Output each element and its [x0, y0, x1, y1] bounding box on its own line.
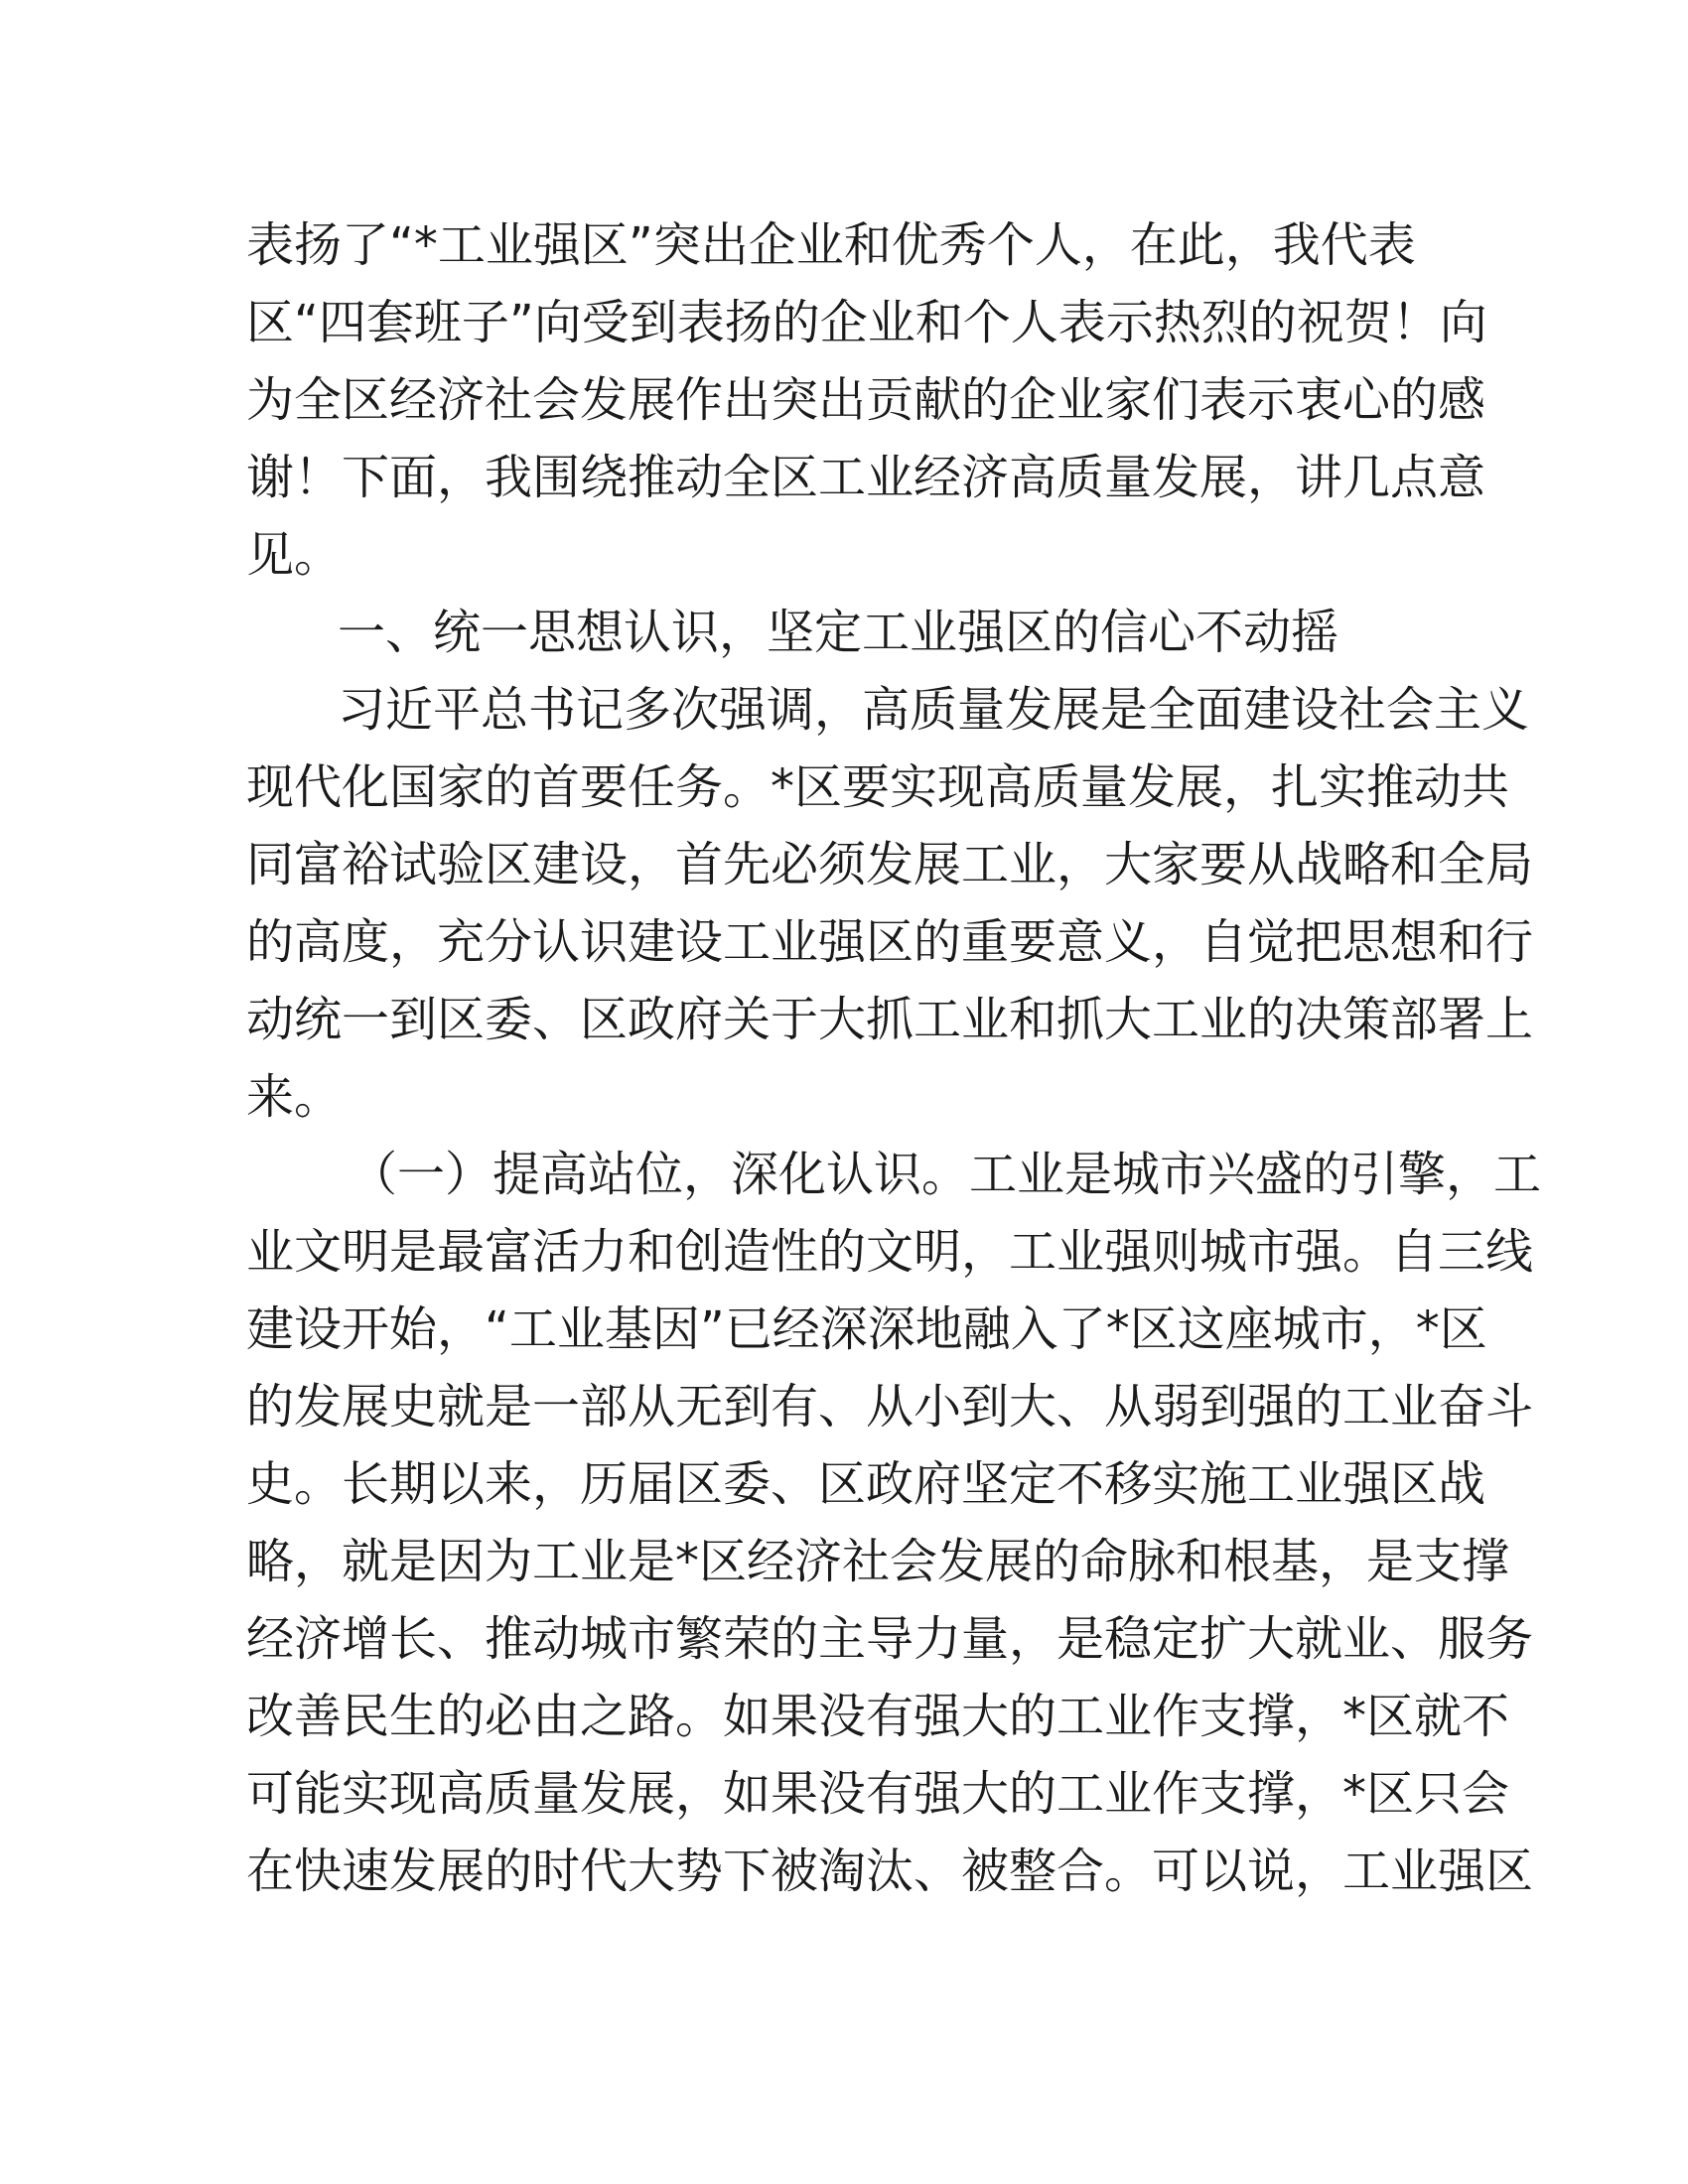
text-line: 来。 — [246, 1069, 343, 1125]
text-line: 习近平总书记多次强调，高质量发展是全面建设社会主义 — [338, 682, 1530, 738]
document-body — [246, 206, 1542, 1910]
section-heading — [246, 594, 1448, 671]
text-line: 动统一到区委、区政府关于大抓工业和抓大工业的决策部署上 — [246, 992, 1534, 1047]
text-line: 谢！下面，我围绕推动全区工业经济高质量发展，讲几点意 — [246, 450, 1486, 505]
text-line: 改善民生的必由之路。如果没有强大的工业作支撑，*区就不 — [246, 1689, 1510, 1744]
text-line: 业文明是最富活力和创造性的文明，工业强则城市强。自三线 — [246, 1224, 1534, 1280]
text-line: 在快速发展的时代大势下被淘汰、被整合。可以说，工业强区 — [246, 1843, 1534, 1899]
text-line: 的高度，充分认识建设工业强区的重要意义，自觉把思想和行 — [246, 914, 1534, 970]
text-line: 建设开始，“工业基因”已经深深地融入了*区这座城市，*区 — [246, 1301, 1487, 1357]
text-line: 同富裕试验区建设，首先必须发展工业，大家要从战略和全局 — [246, 837, 1534, 892]
heading-line: 一、统一思想认识，坚定工业强区的信心不动摇 — [338, 605, 1339, 660]
text-line: 史。长期以来，历届区委、区政府坚定不移实施工业强区战 — [246, 1456, 1486, 1512]
text-line: 的发展史就是一部从无到有、从小到大、从弱到强的工业奋斗 — [246, 1379, 1534, 1434]
text-line: 略，就是因为工业是*区经济社会发展的命脉和根基，是支撑 — [246, 1534, 1510, 1589]
text-line: 经济增长、推动城市繁荣的主导力量，是稳定扩大就业、服务 — [246, 1611, 1534, 1667]
text-line: 为全区经济社会发展作出突出贡献的企业家们表示衷心的感 — [246, 372, 1486, 428]
text-line: 见。 — [246, 527, 343, 583]
text-line: 现代化国家的首要任务。*区要实现高质量发展，扎实推动共 — [246, 759, 1510, 815]
text-line: （一）提高站位，深化认识。工业是城市兴盛的引擎，工 — [350, 1147, 1542, 1202]
paragraph-commendation — [246, 206, 1487, 594]
text-line: 区“四套班子”向受到表扬的企业和个人表示热烈的祝贺！向 — [246, 295, 1487, 350]
paragraph-section-intro — [246, 671, 1534, 1136]
text-line: 可能实现高质量发展，如果没有强大的工业作支撑，*区只会 — [246, 1766, 1510, 1822]
text-line: 表扬了“*工业强区”突出企业和优秀个人，在此，我代表 — [246, 217, 1416, 273]
paragraph-subsection-1 — [246, 1136, 1542, 1910]
